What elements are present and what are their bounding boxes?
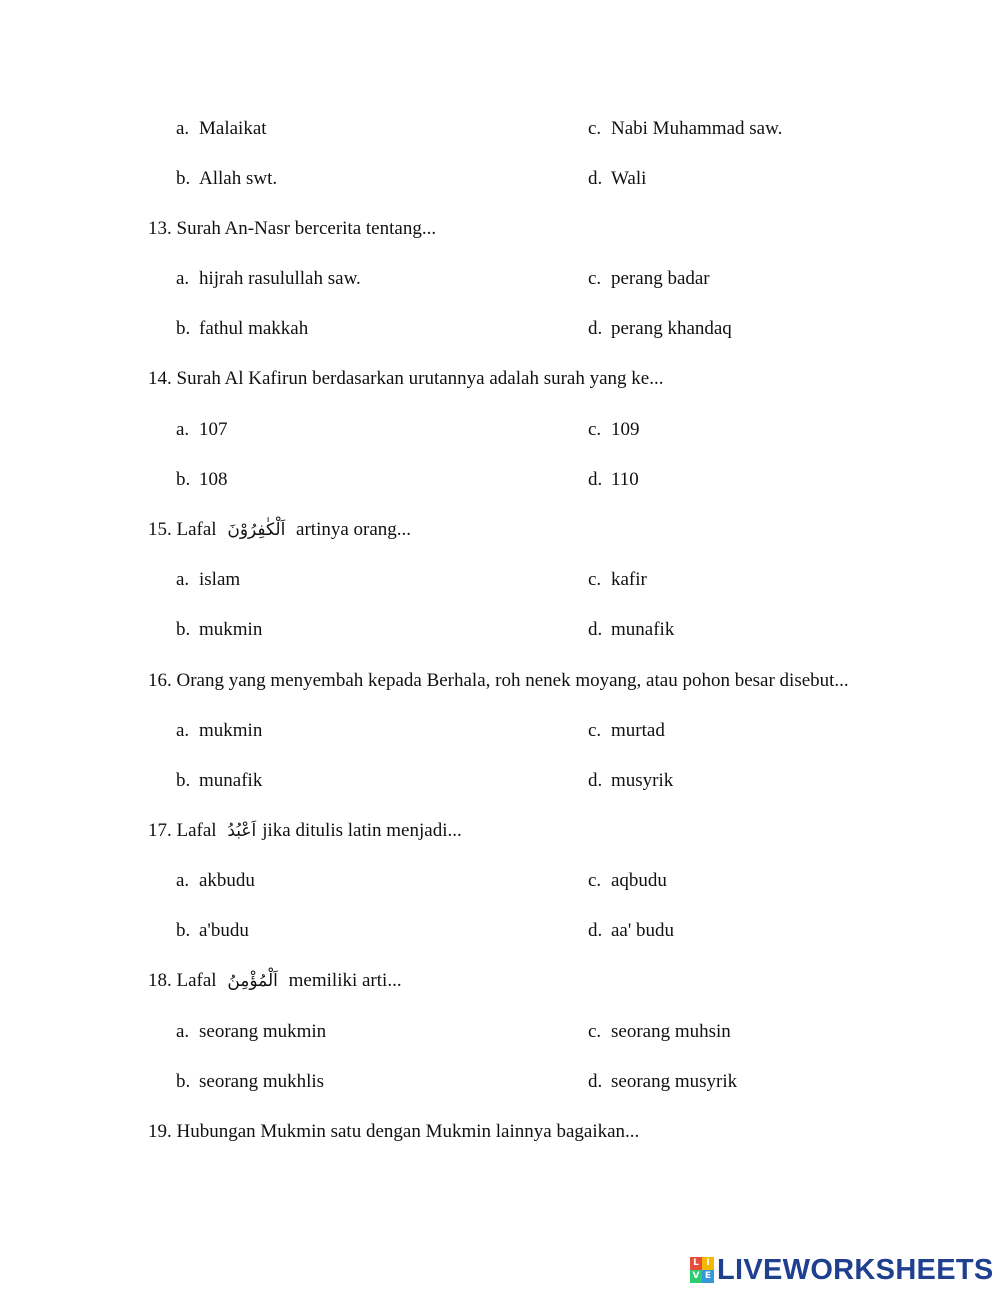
option-text: 107 xyxy=(199,419,228,440)
option-label: a. xyxy=(176,419,190,440)
question-text: Surah An-Nasr bercerita tentang... xyxy=(176,218,437,239)
q15-option-a[interactable] xyxy=(176,569,240,591)
option-text: Wali xyxy=(611,168,647,189)
question-text: Orang yang menyembah kepada Berhala, roh nenek moyang, atau pohon besar disebut... xyxy=(176,670,849,691)
option-text: hijrah rasulullah saw. xyxy=(199,268,361,289)
logo-mark-cell: L xyxy=(690,1257,702,1270)
q18-option-b[interactable] xyxy=(176,1071,324,1093)
logo-text: LIVEWORKSHEETS xyxy=(717,1253,994,1286)
q14-option-a[interactable] xyxy=(176,419,228,441)
option-text: seorang mukmin xyxy=(199,1021,327,1042)
option-text: 108 xyxy=(199,469,228,490)
q16-option-c[interactable] xyxy=(588,720,665,742)
q13-option-d[interactable] xyxy=(588,318,732,340)
q15-option-b[interactable] xyxy=(176,619,262,641)
q18-option-c[interactable] xyxy=(588,1021,731,1043)
q13-option-a[interactable] xyxy=(176,268,361,290)
option-text: kafir xyxy=(611,569,647,590)
arabic-word: اَلْمُؤْمِنُ xyxy=(227,971,278,991)
question-text-pre: Lafal xyxy=(176,519,217,540)
option-label: c. xyxy=(588,268,602,289)
q17-option-a[interactable] xyxy=(176,870,255,892)
q12-option-d[interactable] xyxy=(588,168,646,190)
arabic-word: اَلْكٰفِرُوْنَ xyxy=(227,520,286,540)
q15-option-d[interactable] xyxy=(588,619,674,641)
option-label: d. xyxy=(588,168,603,189)
option-label: c. xyxy=(588,118,602,139)
question-text: Hubungan Mukmin satu dengan Mukmin lainnya bagaikan... xyxy=(176,1121,640,1142)
option-label: d. xyxy=(588,619,603,640)
question-text-pre: Lafal xyxy=(176,970,217,991)
option-label: a. xyxy=(176,720,190,741)
question-14 xyxy=(148,368,663,390)
option-text: aqbudu xyxy=(611,870,667,891)
question-number: 13. xyxy=(148,218,172,239)
liveworksheets-logo xyxy=(690,1254,994,1286)
q16-option-d[interactable] xyxy=(588,770,673,792)
option-text: seorang muhsin xyxy=(611,1021,731,1042)
option-label: b. xyxy=(176,770,191,791)
option-label: a. xyxy=(176,1021,190,1042)
option-label: d. xyxy=(588,469,603,490)
q17-option-b[interactable] xyxy=(176,920,249,942)
option-label: b. xyxy=(176,619,191,640)
option-label: b. xyxy=(176,469,191,490)
question-text-post: memiliki arti... xyxy=(288,970,402,991)
option-text: seorang mukhlis xyxy=(199,1071,325,1092)
option-text: munafik xyxy=(199,770,263,791)
q14-option-b[interactable] xyxy=(176,469,228,491)
option-label: b. xyxy=(176,1071,191,1092)
option-label: b. xyxy=(176,920,191,941)
option-text: seorang musyrik xyxy=(611,1071,738,1092)
option-text: fathul makkah xyxy=(199,318,309,339)
option-label: b. xyxy=(176,168,191,189)
option-label: c. xyxy=(588,720,602,741)
option-text: akbudu xyxy=(199,870,255,891)
option-text: Nabi Muhammad saw. xyxy=(611,118,783,139)
question-13 xyxy=(148,218,436,240)
option-label: d. xyxy=(588,1071,603,1092)
option-text: islam xyxy=(199,569,241,590)
option-label: c. xyxy=(588,419,602,440)
option-text: a'budu xyxy=(199,920,249,941)
q18-option-a[interactable] xyxy=(176,1021,326,1043)
option-text: Malaikat xyxy=(199,118,267,139)
q14-option-d[interactable] xyxy=(588,469,639,491)
option-text: munafik xyxy=(611,619,675,640)
q18-option-d[interactable] xyxy=(588,1071,737,1093)
option-text: mukmin xyxy=(199,720,263,741)
question-number: 15. xyxy=(148,519,172,540)
q13-option-c[interactable] xyxy=(588,268,710,290)
question-number: 14. xyxy=(148,368,172,389)
option-text: Allah swt. xyxy=(199,168,278,189)
logo-mark-cell: V xyxy=(690,1270,702,1283)
q13-option-b[interactable] xyxy=(176,318,308,340)
option-label: a. xyxy=(176,268,190,289)
option-label: d. xyxy=(588,770,603,791)
logo-mark-cell: E xyxy=(702,1270,714,1283)
q12-option-b[interactable] xyxy=(176,168,277,190)
question-number: 19. xyxy=(148,1121,172,1142)
option-text: mukmin xyxy=(199,619,263,640)
option-label: d. xyxy=(588,318,603,339)
option-label: c. xyxy=(588,870,602,891)
question-text-post: artinya orang... xyxy=(296,519,412,540)
question-15 xyxy=(148,519,411,541)
question-text-post: jika ditulis latin menjadi... xyxy=(262,820,462,841)
q15-option-c[interactable] xyxy=(588,569,647,591)
q17-option-d[interactable] xyxy=(588,920,674,942)
option-label: a. xyxy=(176,569,190,590)
option-text: murtad xyxy=(611,720,665,741)
q16-option-a[interactable] xyxy=(176,720,262,742)
question-number: 17. xyxy=(148,820,172,841)
question-19 xyxy=(148,1121,639,1143)
arabic-word: اَعْبُدُ xyxy=(227,821,257,841)
question-17 xyxy=(148,820,462,842)
question-number: 18. xyxy=(148,970,172,991)
question-text: Surah Al Kafirun berdasarkan urutannya adalah surah yang ke... xyxy=(176,368,664,389)
option-label: a. xyxy=(176,118,190,139)
logo-mark-cell: I xyxy=(702,1257,714,1270)
option-text: 110 xyxy=(611,469,639,490)
option-label: d. xyxy=(588,920,603,941)
option-text: perang badar xyxy=(611,268,710,289)
question-18 xyxy=(148,970,402,992)
q16-option-b[interactable] xyxy=(176,770,262,792)
option-label: c. xyxy=(588,569,602,590)
option-label: a. xyxy=(176,870,190,891)
option-text: 109 xyxy=(611,419,640,440)
option-label: b. xyxy=(176,318,191,339)
q12-option-c[interactable] xyxy=(588,118,782,140)
question-text-pre: Lafal xyxy=(176,820,217,841)
option-text: aa' budu xyxy=(611,920,675,941)
option-label: c. xyxy=(588,1021,602,1042)
q14-option-c[interactable] xyxy=(588,419,640,441)
logo-mark-icon xyxy=(690,1257,714,1283)
option-text: perang khandaq xyxy=(611,318,732,339)
question-16 xyxy=(148,670,849,692)
q17-option-c[interactable] xyxy=(588,870,667,892)
option-text: musyrik xyxy=(611,770,674,791)
question-number: 16. xyxy=(148,670,172,691)
q12-option-a[interactable] xyxy=(176,118,267,140)
